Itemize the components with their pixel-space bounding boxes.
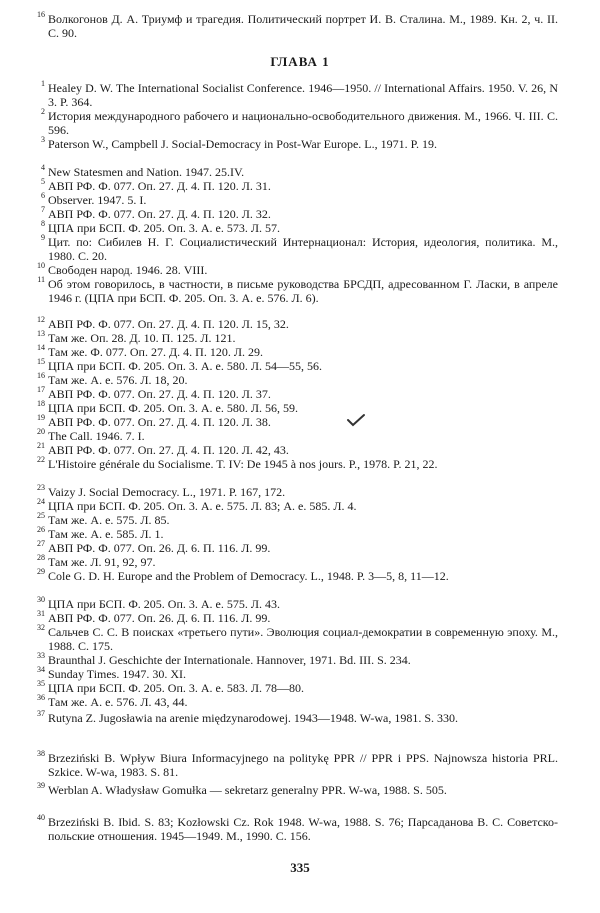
footnote-19: 19 АВП РФ. Ф. 077. Оп. 27. Д. 4. П. 120. Л. 38. (48, 416, 558, 430)
footnote-7: 7 АВП РФ. Ф. 077. Оп. 27. Д. 4. П. 120. Л. 32. (41, 205, 271, 221)
footnote-30: 30 ЦПА при БСП. Ф. 205. Оп. 3. А. е. 575. Л. 43. (37, 595, 281, 611)
footnote-15: 15 ЦПА при БСП. Ф. 205. Оп. 3. А. е. 580. Л. 54—55, 56. (37, 357, 323, 373)
footnote-22: 22 L'Histoire générale du Socialisme. T. IV: De 1945 à nos jours. P., 1978. P. 21, 22. (37, 455, 438, 471)
footnote-24: 24 ЦПА при БСП. Ф. 205. Оп. 3. А. е. 575. Л. 83; А. е. 585. Л. 4. (37, 497, 357, 513)
footnote-18: 18 ЦПА при БСП. Ф. 205. Оп. 3. А. е. 580. Л. 56, 59. (37, 399, 299, 415)
footnote-26: 26 Там же. А. е. 585. Л. 1. (37, 525, 164, 541)
footnote-12: 12 АВП РФ. Ф. 077. Оп. 27. Д. 4. П. 120. Л. 15, 32. (37, 315, 289, 331)
footnote-10: 10 Свободен народ. 1946. 28. VIII. (37, 261, 208, 277)
page-number: 335 (290, 860, 310, 875)
footnote-top-16 (37, 10, 558, 40)
footnote-13: 13 Там же. Оп. 28. Д. 10. П. 125. Л. 121. (37, 329, 236, 345)
footnote-25: 25 Там же. А. е. 575. Л. 85. (37, 511, 170, 527)
footnote-39: 39 Werblan A. Władysław Gomułka — sekretarz generalny PPR. W-wa, 1988. S. 505. (37, 781, 447, 797)
footnote-29: 29 Cole G. D. H. Europe and the Problem of Democracy. L., 1948. P. 3—5, 8, 11—12. (37, 567, 449, 583)
footnote-40: 40 Brzeziński B. Ibid. S. 83; Kozłowski Cz. Rok 1948. W-wa, 1988. S. 76; Парсаданова В. С. Советско-польские отношения. 1945—1949. М., 1990. С. 156. (37, 813, 558, 843)
footnote-27: 27 АВП РФ. Ф. 077. Оп. 26. Д. 6. П. 116. Л. 99. (37, 539, 271, 555)
footnote-35: 35 ЦПА при БСП. Ф. 205. Оп. 3. А. е. 583. Л. 78—80. (37, 679, 305, 695)
footnote-16: 16 Там же. А. е. 576. Л. 18, 20. (37, 371, 188, 387)
footnote-34: 34 Sunday Times. 1947. 30. XI. (37, 665, 187, 681)
footnote-33: 33 Braunthal J. Geschichte der Internationale. Hannover, 1971. Bd. III. S. 234. (37, 651, 411, 667)
footnote-8: 8 ЦПА при БСП. Ф. 205. Оп. 3. А. е. 573. Л. 57. (41, 219, 281, 235)
footnote-23: 23 Vaizy J. Social Democracy. L., 1971. P. 167, 172. (37, 483, 286, 499)
footnote-32: 32 Сальчев С. С. В поисках «третьего пути». Эволюция социал-демократии в современную эпоху. М., 1988. С. 175. (37, 623, 558, 653)
footnote-text: Волкогонов Д. А. Триумф и трагедия. Политический портрет И. В. Сталина. М., 1989. Кн. 2, ч. II. С. 90. (48, 12, 558, 40)
chapter-heading: ГЛАВА 1 (270, 54, 330, 69)
footnote-31: 31 АВП РФ. Ф. 077. Оп. 26. Д. 6. П. 116. Л. 99. (37, 609, 271, 625)
footnote-17: 17 АВП РФ. Ф. 077. Оп. 27. Д. 4. П. 120. Л. 37. (37, 385, 271, 401)
footnote-28: 28 Там же. Л. 91, 92, 97. (37, 553, 156, 569)
footnote-5: 5 АВП РФ. Ф. 077. Оп. 27. Д. 4. П. 120. Л. 31. (41, 177, 271, 193)
footnote-number: 16 (37, 10, 45, 19)
footnote-2: 2 История международного рабочего и национально-освободительного движения. М., 1966. Ч. III. С. 596. (41, 107, 558, 137)
footnote-21: 21 АВП РФ. Ф. 077. Оп. 27. Д. 4. П. 120. Л. 42, 43. (37, 441, 289, 457)
footnote-20: 20 The Call. 1946. 7. I. (37, 427, 145, 443)
footnote-36: 36 Там же. А. е. 576. Л. 43, 44. (37, 693, 188, 709)
footnote-4: 4 New Statesmen and Nation. 1947. 25.IV. (41, 163, 245, 179)
footnote-11: 11 Об этом говорилось, в частности, в письме руководства БРСДП, адресованном Г. Ласки, в апреле 1946 г. (ЦПА при БСП. Ф. 205. Оп. 3. А. е. 576. Л. 6). (37, 275, 558, 305)
footnote-14: 14 Там же. Ф. 077. Оп. 27. Д. 4. П. 120. Л. 29. (37, 343, 263, 359)
footnote-6: 6 Observer. 1947. 5. I. (41, 191, 147, 207)
handwritten-check-mark (346, 413, 366, 427)
footnote-38: 38 Brzeziński B. Wpływ Biura Informacyjnego na politykę PPR // PPR i PPS. Najnowsza historia PRL. Szkice. W-wa, 1983. S. 81. (37, 749, 558, 779)
footnote-9: 9 Цит. по: Сибилев Н. Г. Социалистический Интернационал: История, идеология, политика. М., 1980. С. 20. (41, 233, 558, 263)
footnote-3: 3 Paterson W., Campbell J. Social-Democracy in Post-War Europe. L., 1971. P. 19. (41, 135, 437, 151)
footnote-37: 37 Rutyna Z. Jugosławia na arenie międzynarodowej. 1943—1948. W-wa, 1981. S. 330. (37, 709, 459, 725)
footnote-1: 1 Healey D. W. The International Socialist Conference. 1946—1950. // International Affairs. 1950. V. 26, N 3. P. 364. (41, 79, 558, 109)
